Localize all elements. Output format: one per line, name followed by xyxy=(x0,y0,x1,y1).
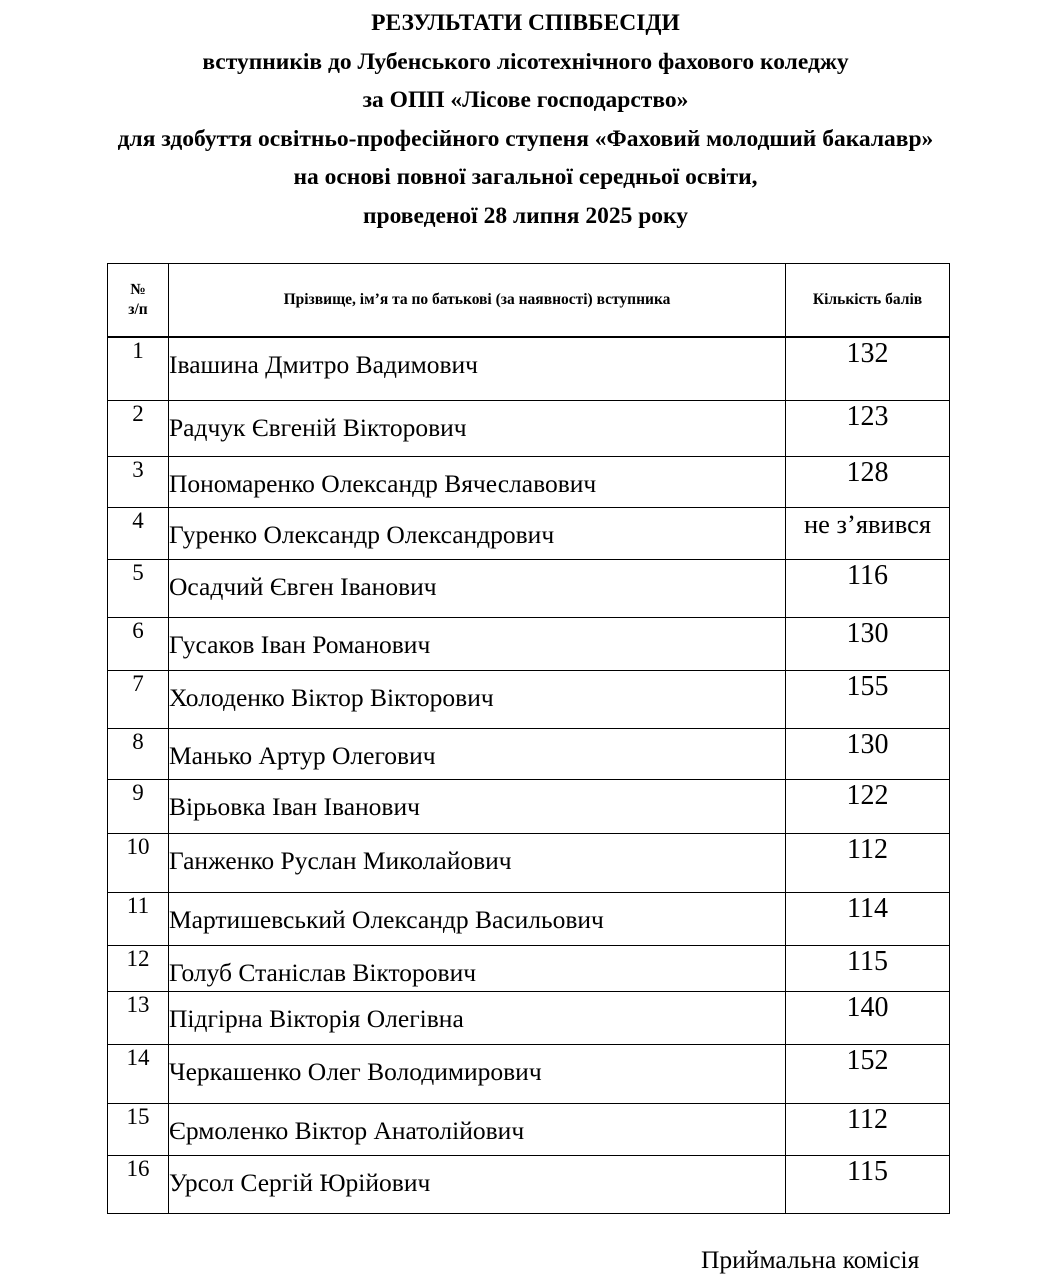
row-name-cell xyxy=(169,559,786,617)
row-name: Ганженко Руслан Миколайович xyxy=(169,845,512,875)
admissions-committee-signature: Приймальна комісія xyxy=(701,1245,920,1274)
row-number: 7 xyxy=(108,670,169,728)
row-name: Гуренко Олександр Олександрович xyxy=(169,519,555,549)
row-name-cell xyxy=(169,991,786,1044)
row-name-cell xyxy=(169,833,786,892)
table-row xyxy=(108,617,950,670)
header-name: Прізвище, ім’я та по батькові (за наявності) вступника xyxy=(169,264,786,338)
row-score: 140 xyxy=(786,991,950,1044)
row-name: Манько Артур Олегович xyxy=(169,740,436,770)
row-name: Єрмоленко Віктор Анатолійович xyxy=(169,1115,525,1145)
row-name-cell xyxy=(169,670,786,728)
row-name: Підгірна Вікторія Олегівна xyxy=(169,1003,464,1033)
row-name-cell xyxy=(169,945,786,991)
header-score: Кількість балів xyxy=(786,264,950,338)
row-score: 114 xyxy=(786,892,950,945)
row-name-cell xyxy=(169,456,786,507)
title-line: РЕЗУЛЬТАТИ СПІВБЕСІДИ xyxy=(371,10,680,36)
row-name-cell xyxy=(169,337,786,400)
row-number: 6 xyxy=(108,617,169,670)
row-score: 155 xyxy=(786,670,950,728)
row-score: 122 xyxy=(786,779,950,833)
table-header-row xyxy=(108,264,950,338)
row-score: 132 xyxy=(786,337,950,400)
row-score: 112 xyxy=(786,1103,950,1155)
row-score: 112 xyxy=(786,833,950,892)
row-name-cell xyxy=(169,1044,786,1103)
row-name: Радчук Євгеній Вікторович xyxy=(169,412,467,442)
row-number: 16 xyxy=(108,1155,169,1213)
table-row xyxy=(108,670,950,728)
table-row xyxy=(108,1103,950,1155)
row-name: Гусаков Іван Романович xyxy=(169,629,431,659)
header-number-symbol: № xyxy=(130,281,146,298)
table-row xyxy=(108,892,950,945)
results-table xyxy=(107,263,950,1214)
row-name: Пономаренко Олександр Вячеславович xyxy=(169,468,597,498)
row-name-cell xyxy=(169,1103,786,1155)
row-score: 115 xyxy=(786,1155,950,1213)
table-row xyxy=(108,945,950,991)
row-score: 128 xyxy=(786,456,950,507)
table-row xyxy=(108,728,950,779)
table-row xyxy=(108,456,950,507)
row-name: Івашина Дмитро Вадимович xyxy=(169,350,478,379)
table-row xyxy=(108,400,950,456)
row-score: 123 xyxy=(786,400,950,456)
row-number: 12 xyxy=(108,945,169,991)
table-row xyxy=(108,559,950,617)
document-title xyxy=(0,4,1051,235)
row-name: Вірьовка Іван Іванович xyxy=(169,791,420,821)
row-name-cell xyxy=(169,400,786,456)
row-score: 115 xyxy=(786,945,950,991)
subtitle-education-line: на основі повної загальної середньої освіти, xyxy=(293,164,758,190)
row-name: Урсол Сергій Юрійович xyxy=(169,1167,431,1197)
row-score: 130 xyxy=(786,728,950,779)
row-number: 3 xyxy=(108,456,169,507)
subtitle-college-line: вступників до Лубенського лісотехнічного фахового коледжу xyxy=(202,48,849,75)
row-number: 4 xyxy=(108,507,169,559)
table-row xyxy=(108,337,950,400)
row-name-cell xyxy=(169,892,786,945)
row-score: 116 xyxy=(786,559,950,617)
header-number xyxy=(108,264,169,338)
row-score-absent: не з’явився xyxy=(786,507,950,559)
row-number: 2 xyxy=(108,400,169,456)
table-row xyxy=(108,779,950,833)
table-row xyxy=(108,1044,950,1103)
row-number: 8 xyxy=(108,728,169,779)
row-name-cell xyxy=(169,617,786,670)
subtitle-date-line: проведеної 28 липня 2025 року xyxy=(362,202,689,229)
subtitle-degree-line: для здобуття освітньо-професійного ступеня «Фаховий молодший бакалавр» xyxy=(117,125,934,152)
row-number: 1 xyxy=(108,337,169,400)
row-name: Черкашенко Олег Володимирович xyxy=(169,1056,542,1086)
subtitle-program-line: за ОПП «Лісове господарство» xyxy=(362,87,689,113)
table-row xyxy=(108,507,950,559)
row-name-cell xyxy=(169,507,786,559)
table-row xyxy=(108,833,950,892)
row-number: 13 xyxy=(108,991,169,1044)
row-name: Холоденко Віктор Вікторович xyxy=(169,682,494,712)
row-name: Голуб Станіслав Вікторович xyxy=(169,957,477,987)
row-score: 130 xyxy=(786,617,950,670)
table-row xyxy=(108,991,950,1044)
row-number: 9 xyxy=(108,779,169,833)
row-number: 11 xyxy=(108,892,169,945)
row-number: 10 xyxy=(108,833,169,892)
row-number: 5 xyxy=(108,559,169,617)
row-name: Осадчий Євген Іванович xyxy=(169,571,437,601)
row-number: 15 xyxy=(108,1103,169,1155)
header-number-abbrev: з/п xyxy=(128,301,148,318)
row-name: Мартишевський Олександр Васильович xyxy=(169,904,604,934)
row-number: 14 xyxy=(108,1044,169,1103)
table-row xyxy=(108,1155,950,1213)
row-score: 152 xyxy=(786,1044,950,1103)
row-name-cell xyxy=(169,1155,786,1213)
row-name-cell xyxy=(169,779,786,833)
row-name-cell xyxy=(169,728,786,779)
